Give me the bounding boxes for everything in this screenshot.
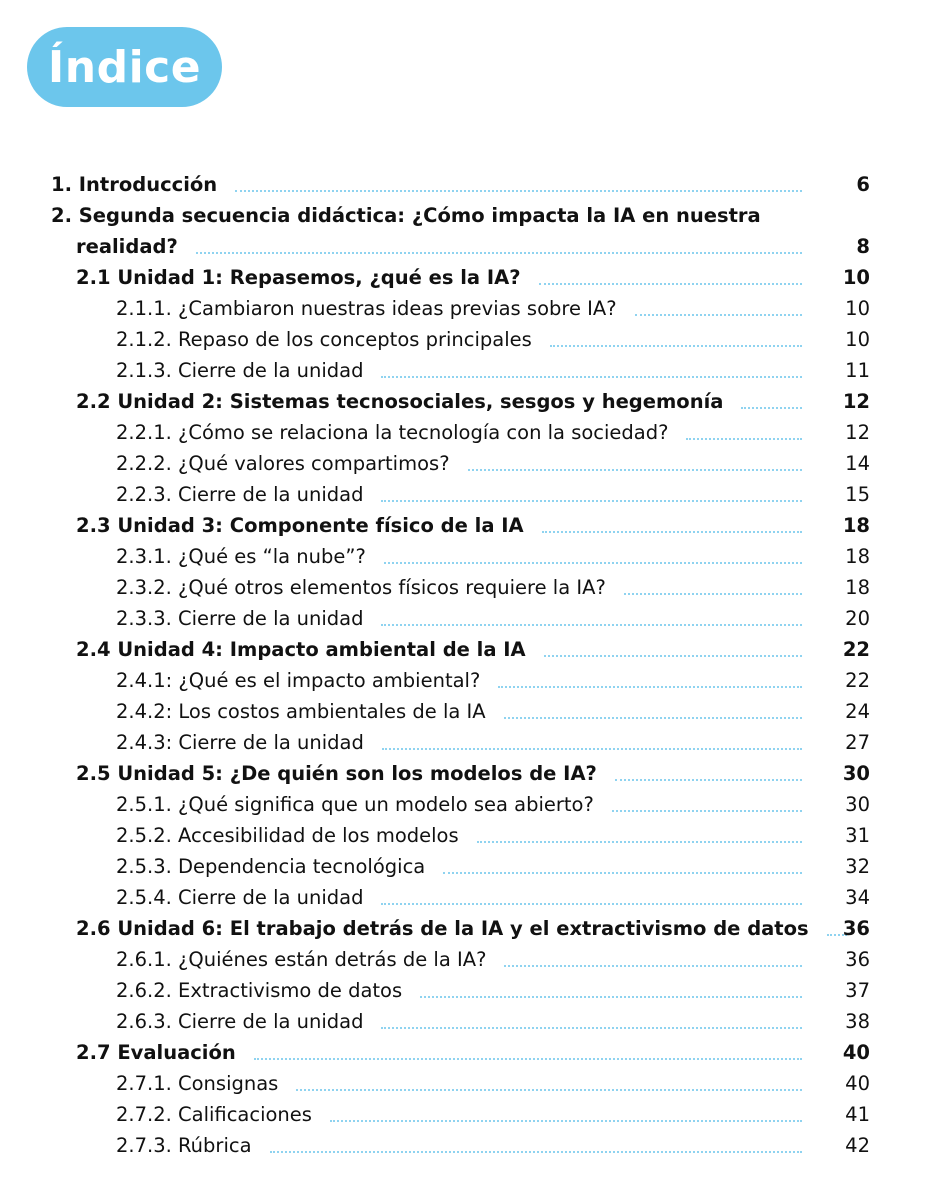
toc-entry-page-number: 20 (845, 607, 870, 630)
toc-entry-page-number: 12 (842, 390, 870, 413)
dotted-leader (270, 1151, 802, 1153)
toc-entry[interactable] (0, 631, 948, 662)
toc-entry-label: 2.3.2. ¿Qué otros elementos físicos requiere la IA? (116, 576, 620, 600)
toc-entry-label: 2.7 Evaluación (76, 1041, 250, 1065)
toc-entry-label: 2.1.2. Repaso de los conceptos principales (116, 328, 546, 352)
toc-entry-heading-line: 2. Segunda secuencia didáctica: ¿Cómo impacta la IA en nuestra (51, 204, 761, 227)
toc-entry[interactable] (0, 476, 948, 507)
toc-entry-label: 2.1.1. ¿Cambiaron nuestras ideas previas sobre IA? (116, 297, 631, 321)
toc-entry-page-number: 10 (842, 266, 870, 289)
toc-entry-label: 2.2.1. ¿Cómo se relaciona la tecnología con la sociedad? (116, 421, 682, 445)
toc-entry[interactable] (0, 972, 948, 1003)
toc-entry-label: 2.3.1. ¿Qué es “la nube”? (116, 545, 380, 569)
toc-entry-label: 2.5.3. Dependencia tecnológica (116, 855, 439, 879)
dotted-leader (542, 531, 802, 533)
toc-entry[interactable] (0, 445, 948, 476)
toc-entry-page-number: 22 (842, 638, 870, 661)
toc-entry-label: 2.7.3. Rúbrica (116, 1134, 266, 1158)
toc-entry-page-number: 31 (845, 824, 870, 847)
toc-entry-label: 2.5.2. Accesibilidad de los modelos (116, 824, 473, 848)
toc-entry[interactable] (0, 1003, 948, 1034)
toc-entry-label: 2.5.1. ¿Qué significa que un modelo sea abierto? (116, 793, 608, 817)
toc-entry[interactable] (0, 1096, 948, 1127)
toc-entry-page-number: 30 (842, 762, 870, 785)
toc-entry-label: 2.4 Unidad 4: Impacto ambiental de la IA (76, 638, 540, 662)
toc-entry[interactable] (0, 910, 948, 941)
toc-entry-page-number: 6 (856, 173, 870, 196)
dotted-leader (624, 593, 802, 595)
dotted-leader (381, 1027, 802, 1029)
toc-entry-page-number: 8 (856, 235, 870, 258)
toc-entry-label: 2.4.3: Cierre de la unidad (116, 731, 378, 755)
dotted-leader (381, 500, 802, 502)
toc-entry-label: 2.1.3. Cierre de la unidad (116, 359, 377, 383)
toc-entry-label: 2.6.3. Cierre de la unidad (116, 1010, 377, 1034)
toc-entry-page-number: 15 (845, 483, 870, 506)
toc-entry[interactable] (0, 259, 948, 290)
toc-entry-page-number: 12 (845, 421, 870, 444)
dotted-leader (468, 469, 802, 471)
toc-entry-label: 2.2.3. Cierre de la unidad (116, 483, 377, 507)
toc-entry-label: 2.3 Unidad 3: Componente físico de la IA (76, 514, 538, 538)
toc-entry[interactable] (0, 848, 948, 879)
toc-entry[interactable] (0, 507, 948, 538)
dotted-leader (612, 810, 802, 812)
toc-entry[interactable] (0, 1127, 948, 1158)
dotted-leader (504, 965, 802, 967)
toc-entry-page-number: 38 (845, 1010, 870, 1033)
toc-entry-page-number: 36 (842, 917, 870, 940)
dotted-leader (382, 748, 802, 750)
dotted-leader (544, 655, 802, 657)
toc-entry-label: 2.6.2. Extractivismo de datos (116, 979, 416, 1003)
toc-entry[interactable] (0, 817, 948, 848)
toc-entry-label: 2.4.2: Los costos ambientales de la IA (116, 700, 500, 724)
toc-entry[interactable] (0, 290, 948, 321)
toc-entry-page-number: 18 (842, 514, 870, 537)
dotted-leader (381, 624, 802, 626)
toc-entry[interactable] (0, 383, 948, 414)
toc-entry[interactable] (0, 321, 948, 352)
toc-entry-label: 2.4.1: ¿Qué es el impacto ambiental? (116, 669, 494, 693)
dotted-leader (477, 841, 802, 843)
toc-entry-page-number: 40 (845, 1072, 870, 1095)
toc-entry-page-number: 41 (845, 1103, 870, 1126)
toc-entry[interactable] (0, 1065, 948, 1096)
toc-entry-label: 2.7.1. Consignas (116, 1072, 292, 1096)
toc-entry-label: 2.2 Unidad 2: Sistemas tecnosociales, sesgos y hegemonía (76, 390, 737, 414)
dotted-leader (504, 717, 802, 719)
dotted-leader (420, 996, 802, 998)
toc-entry[interactable] (0, 693, 948, 724)
dotted-leader (196, 252, 802, 254)
toc-entry[interactable] (0, 941, 948, 972)
toc-entry-page-number: 10 (845, 328, 870, 351)
toc-entry[interactable] (0, 755, 948, 786)
toc-entry[interactable] (0, 724, 948, 755)
toc-entry-page-number: 40 (842, 1041, 870, 1064)
dotted-leader (254, 1058, 802, 1060)
toc-entry-label: realidad? (76, 235, 192, 259)
dotted-leader (498, 686, 802, 688)
toc-entry-page-number: 22 (845, 669, 870, 692)
dotted-leader (615, 779, 802, 781)
toc-entry-label: 2.3.3. Cierre de la unidad (116, 607, 377, 631)
toc-entry-page-number: 10 (845, 297, 870, 320)
dotted-leader (235, 190, 802, 192)
toc-entry[interactable] (0, 786, 948, 817)
dotted-leader (686, 438, 802, 440)
toc-entry[interactable] (0, 414, 948, 445)
toc-entry-label: 2.5 Unidad 5: ¿De quién son los modelos de IA? (76, 762, 611, 786)
dotted-leader (330, 1120, 802, 1122)
toc-entry-page-number: 37 (845, 979, 870, 1002)
toc-entry-label: 2.2.2. ¿Qué valores compartimos? (116, 452, 464, 476)
toc-entry[interactable] (0, 600, 948, 631)
toc-entry-label: 2.6.1. ¿Quiénes están detrás de la IA? (116, 948, 500, 972)
toc-entry-page-number: 36 (845, 948, 870, 971)
toc-entry[interactable] (0, 879, 948, 910)
toc-entry-page-number: 14 (845, 452, 870, 475)
toc-entry-label: 2.7.2. Calificaciones (116, 1103, 326, 1127)
toc-entry-label: 1. Introducción (51, 173, 231, 197)
toc-entry-page-number: 30 (845, 793, 870, 816)
dotted-leader (635, 314, 802, 316)
toc-entry-label: 2.5.4. Cierre de la unidad (116, 886, 377, 910)
toc-entry[interactable] (0, 662, 948, 693)
toc-entry-page-number: 18 (845, 545, 870, 568)
toc-entry[interactable] (0, 352, 948, 383)
toc-entry-label: 2.1 Unidad 1: Repasemos, ¿qué es la IA? (76, 266, 535, 290)
dotted-leader (741, 407, 802, 409)
toc-entry-page-number: 32 (845, 855, 870, 878)
toc-entry-page-number: 34 (845, 886, 870, 909)
toc-entry-page-number: 27 (845, 731, 870, 754)
page-title: Índice (27, 27, 222, 107)
dotted-leader (296, 1089, 802, 1091)
toc-entry[interactable] (0, 166, 948, 197)
toc-entry[interactable] (0, 538, 948, 569)
dotted-leader (539, 283, 802, 285)
toc-entry[interactable] (0, 569, 948, 600)
toc-entry-page-number: 18 (845, 576, 870, 599)
dotted-leader (550, 345, 802, 347)
toc-entry[interactable] (0, 228, 948, 259)
dotted-leader (443, 872, 802, 874)
toc-entry-page-number: 42 (845, 1134, 870, 1157)
toc-entry[interactable] (0, 1034, 948, 1065)
dotted-leader (381, 903, 802, 905)
toc-entry-label: 2.6 Unidad 6: El trabajo detrás de la IA y el extractivismo de datos (76, 917, 823, 941)
table-of-contents (0, 166, 948, 1158)
toc-entry-page-number: 11 (845, 359, 870, 382)
dotted-leader (384, 562, 802, 564)
toc-entry-page-number: 24 (845, 700, 870, 723)
dotted-leader (381, 376, 802, 378)
